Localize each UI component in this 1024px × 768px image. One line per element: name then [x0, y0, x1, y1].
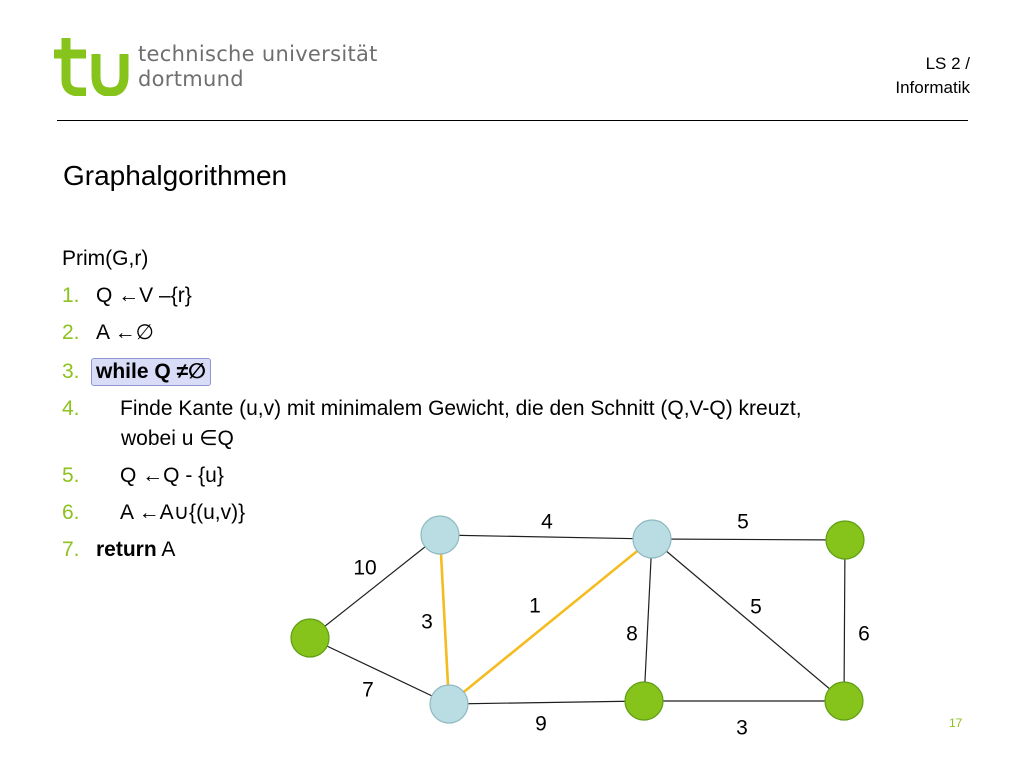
highlighted-step-text: while Q ≠∅	[91, 358, 211, 386]
return-keyword: return	[96, 538, 157, 561]
edge-weight-label: 9	[535, 712, 547, 736]
edge-weight-label: 10	[353, 556, 377, 580]
edge-weight-label: 4	[541, 510, 553, 534]
graph-edge	[310, 638, 449, 704]
edge-weight-label: 6	[858, 622, 870, 646]
return-value: A	[156, 538, 176, 561]
edge-weight-label: 5	[750, 595, 762, 619]
edge-weight-label: 8	[626, 622, 638, 646]
graph-edge	[844, 540, 845, 701]
edge-weight-label: 5	[737, 510, 749, 534]
graph-edge	[652, 539, 844, 701]
step-number: 4.	[62, 397, 80, 420]
step-number: 2.	[62, 321, 80, 344]
page-number: 17	[949, 716, 963, 730]
graph-nodes	[291, 516, 864, 723]
queue-node	[633, 520, 671, 558]
step-text: A ←∅	[96, 321, 154, 344]
tree-edge	[449, 539, 652, 704]
queue-node	[421, 516, 459, 554]
graph-edges	[310, 535, 845, 704]
step-text: Q ←Q - {u}	[120, 464, 224, 487]
tree-edge	[440, 535, 449, 704]
step-number: 6.	[62, 501, 80, 524]
edge-weight-label: 3	[736, 716, 748, 740]
step-number: 7.	[62, 538, 80, 561]
tree-node	[625, 682, 663, 720]
step-number: 5.	[62, 464, 80, 487]
step-text: Q ←V –{r}	[96, 284, 192, 307]
queue-node	[430, 685, 468, 723]
edge-weight-label: 1	[529, 594, 541, 618]
slide-title: Graphalgorithmen	[63, 160, 288, 191]
logo-text-line1: technische universität	[138, 42, 378, 66]
step-continuation: wobei u ∈Q	[121, 427, 234, 450]
edge-weight-label: 7	[362, 678, 374, 702]
step-number: 1.	[62, 284, 80, 307]
graph-edge	[449, 701, 644, 704]
graph-edge	[440, 535, 652, 539]
logo-text-line2: dortmund	[138, 67, 244, 91]
chair-line1: LS 2 /	[925, 54, 970, 73]
chair-line2: Informatik	[895, 78, 970, 97]
edge-weight-label: 3	[421, 610, 433, 634]
tree-node	[826, 521, 864, 559]
step-number: 3.	[62, 360, 80, 383]
tree-node	[291, 619, 329, 657]
step-text: A ←A∪{(u,v)}	[120, 501, 246, 524]
graph-edge	[652, 539, 845, 540]
algorithm-name: Prim(G,r)	[62, 247, 149, 270]
tree-node	[825, 682, 863, 720]
graph-edge	[644, 539, 652, 701]
step-text: Finde Kante (u,v) mit minimalem Gewicht, die den Schnitt (Q,V-Q) kreuzt,	[120, 397, 802, 420]
